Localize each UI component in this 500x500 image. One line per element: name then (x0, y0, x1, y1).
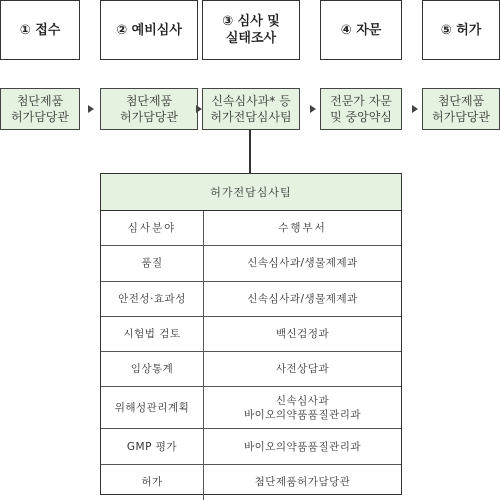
table-row (101, 282, 401, 317)
step-5-approval (422, 0, 500, 60)
dept-label: 전문가 자문 및 중앙약심 (330, 94, 392, 124)
dept-cell: 신속심사과/생물제제과 (247, 257, 358, 270)
dept-box-3 (202, 88, 300, 130)
dept-box-4 (320, 88, 402, 130)
field-cell: 품질 (101, 246, 204, 280)
field-cell: 허가 (101, 465, 204, 500)
column-header-dept: 수행부서 (278, 222, 327, 235)
dept-label: 신속심사과* 등 허가전담심사팀 (210, 94, 292, 124)
review-team-table (100, 173, 402, 495)
dept-box-1 (0, 88, 80, 130)
step-label: ③ 심사 및 실태조사 (222, 14, 280, 46)
team-title: 허가전담심사팀 (101, 174, 401, 211)
arrow-right-icon (310, 105, 316, 113)
arrow-right-icon (88, 105, 94, 113)
step-label: ④ 자문 (340, 22, 382, 38)
step-4-consultation (320, 0, 402, 60)
step-1-reception (0, 0, 80, 60)
field-cell: 위해성관리계획 (101, 387, 204, 428)
table-row (101, 246, 401, 281)
table-header-row (101, 211, 401, 246)
dept-cell: 사전상담과 (275, 363, 330, 376)
step-label: ⑤ 허가 (440, 22, 482, 38)
field-cell: 안전성·효과성 (101, 282, 204, 316)
table-row (101, 465, 401, 500)
dept-label: 첨단제품 허가담당관 (11, 94, 69, 124)
arrow-right-icon (412, 105, 418, 113)
dept-box-2 (100, 88, 198, 130)
table-row (101, 429, 401, 464)
field-cell: 시험법 검토 (101, 317, 204, 351)
field-cell: 임상통계 (101, 352, 204, 386)
step-label: ② 예비심사 (116, 22, 182, 38)
table-row (101, 317, 401, 352)
dept-label: 첨단제품 허가담당관 (432, 94, 490, 124)
connector-line (249, 130, 251, 173)
field-cell: GMP 평가 (101, 429, 204, 463)
column-header-field: 심사분야 (101, 211, 204, 245)
dept-cell: 신속심사과 바이오의약품품질관리과 (243, 394, 362, 421)
dept-cell: 백신검정과 (275, 328, 330, 341)
dept-cell: 첨단제품허가담당관 (254, 476, 351, 489)
step-3-review-inspection (202, 0, 300, 60)
dept-box-5 (422, 88, 500, 130)
table-row (101, 352, 401, 387)
dept-cell: 바이오의약품품질관리과 (243, 440, 362, 453)
dept-label: 첨단제품 허가담당관 (120, 94, 178, 124)
step-2-preliminary-review (100, 0, 198, 60)
table-row (101, 387, 401, 429)
step-label: ① 접수 (19, 22, 61, 38)
dept-cell: 신속심사과/생물제제과 (247, 292, 358, 305)
